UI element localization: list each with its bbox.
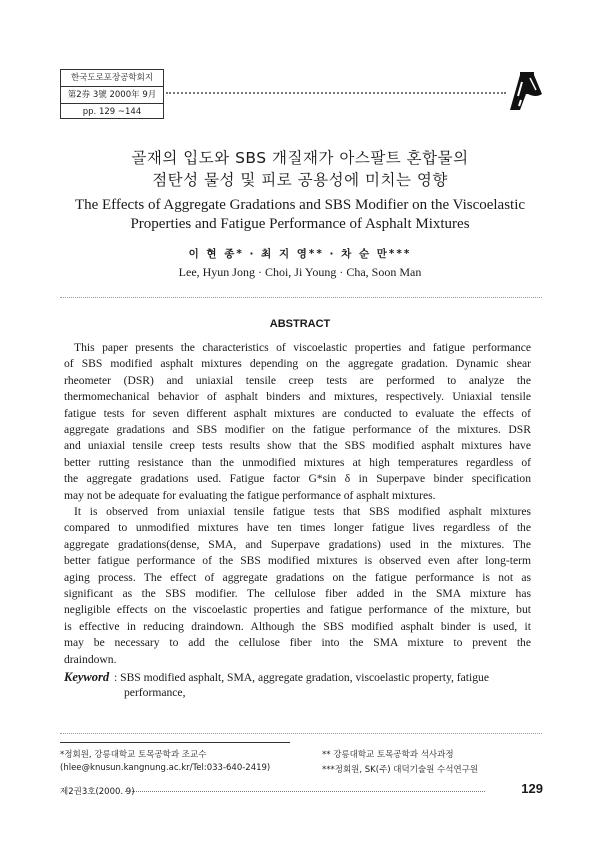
journal-name: 한국도로포장공학회지 bbox=[61, 70, 163, 87]
abstract-line: It is observed from uniaxial tensile fatigue tests that SBS modified asphalt mixtures bbox=[74, 505, 531, 518]
abstract-line: aggregate gradations(dense, SMA, and Superpave gradations) used in the mixtures. The bbox=[64, 537, 531, 551]
abstract-line: fatigue tests for seven different asphalt mixtures are conducted to evaluate the effects of bbox=[64, 406, 531, 420]
abstract-line: the aggregate gradations used. Fatigue factor G*sin δ in Superpave binder specification bbox=[64, 472, 531, 486]
english-title-line-1: The Effects of Aggregate Gradations and SBS Modifier on the Viscoelastic bbox=[74, 197, 526, 213]
footnote-divider bbox=[60, 733, 542, 734]
page-number: 129 bbox=[521, 781, 543, 796]
authors-english: Lee, Hyun Jong · Choi, Ji Young · Cha, Soon Man bbox=[178, 265, 422, 279]
keywords-line-2: performance, bbox=[124, 686, 186, 699]
abstract-heading: ABSTRACT bbox=[269, 318, 331, 330]
abstract-line: better rutting resistance than the unmodified mixtures at high temperatures regardless of bbox=[64, 455, 531, 469]
abstract-line: thermomechanical behavior of asphalt binders and mixtures, respectively. Uniaxial tensile bbox=[64, 390, 531, 404]
footnote-3: ***정회원, SK(주) 대덕기술원 수석연구원 bbox=[322, 765, 479, 775]
journal-volume: 第2券 3號 2000年 9月 bbox=[61, 87, 163, 104]
footnote-1-contact: (hlee@knusun.kangnung.ac.kr/Tel:033-640-2419) bbox=[60, 763, 271, 773]
footnote-rule bbox=[60, 742, 290, 743]
abstract-paragraph-2 bbox=[64, 504, 531, 668]
footnote-2: ** 강릉대학교 토목공학과 석사과정 bbox=[322, 750, 454, 760]
english-title-line-2: Properties and Fatigue Performance of Asphalt Mixtures bbox=[130, 216, 470, 232]
abstract-line: rheometer (DSR) and uniaxial tensile creep tests are performed to analyze the bbox=[64, 373, 531, 387]
keywords-label: Keyword bbox=[64, 670, 110, 684]
journal-logo bbox=[506, 70, 544, 110]
keywords-text bbox=[114, 670, 534, 700]
abstract-paragraph-1 bbox=[64, 340, 531, 504]
journal-pages: pp. 129 ~144 bbox=[82, 107, 142, 117]
abstract-line: significant as the SBS modifier. The cellulose fiber added in the SMA mixture has bbox=[64, 586, 531, 600]
abstract-line: This paper presents the characteristics of viscoelastic properties and fatigue performance bbox=[74, 341, 531, 354]
journal-info-box bbox=[60, 69, 164, 119]
header-dotted-line bbox=[166, 92, 506, 94]
abstract-line: negligible effects on the viscoelastic properties and fatigue performance of the mixture, but bbox=[64, 603, 531, 617]
abstract-line: may not be adequate for evaluating the fatigue performance of asphalt mixtures. bbox=[64, 488, 436, 502]
footer-dotted-line bbox=[125, 791, 485, 792]
abstract-line: draindown. bbox=[64, 652, 117, 666]
abstract-line: and uniaxial tensile creep tests results show that the SBS modified asphalt mixtures have bbox=[64, 439, 531, 453]
korean-title-line-1: 골재의 입도와 SBS 개질재가 아스팔트 혼합물의 bbox=[131, 149, 469, 167]
abstract-line: compared to unmodified mixtures have ten times longer fatigue lives regardless of the bbox=[64, 521, 531, 535]
abstract-line: aggregate gradations and SBS modifier on the fatigue performance of the mixtures. DSR bbox=[64, 422, 531, 436]
footer-issue: 제2권3호(2000. 9) bbox=[60, 787, 135, 797]
abstract-line: may be necessary to add the cellulose fiber into the SMA mixture to prevent the bbox=[64, 636, 531, 650]
abstract-line: of SBS modified asphalt mixtures depending on the aggregate gradation. Dynamic shear bbox=[64, 357, 531, 371]
abstract-line: better fatigue performance of the SBS modified mixtures is observed even after long-term bbox=[64, 554, 531, 568]
footnote-1: *정회원, 강릉대학교 토목공학과 조교수 bbox=[60, 750, 207, 760]
keywords-line-1: : SBS modified asphalt, SMA, aggregate gradation, viscoelastic property, fatigue bbox=[114, 671, 489, 684]
abstract-line: aging process. The effect of aggregate gradations on the fatigue performance is not as bbox=[64, 570, 531, 584]
title-divider bbox=[60, 297, 542, 298]
korean-title-line-2: 점탄성 물성 및 피로 공용성에 미치는 영향 bbox=[152, 171, 448, 189]
authors-korean: 이 현 종* · 최 지 영** · 차 순 만*** bbox=[188, 248, 412, 260]
abstract-line: is effective in reducing draindown. Although the SBS modified asphalt binder is used, it bbox=[64, 619, 531, 633]
